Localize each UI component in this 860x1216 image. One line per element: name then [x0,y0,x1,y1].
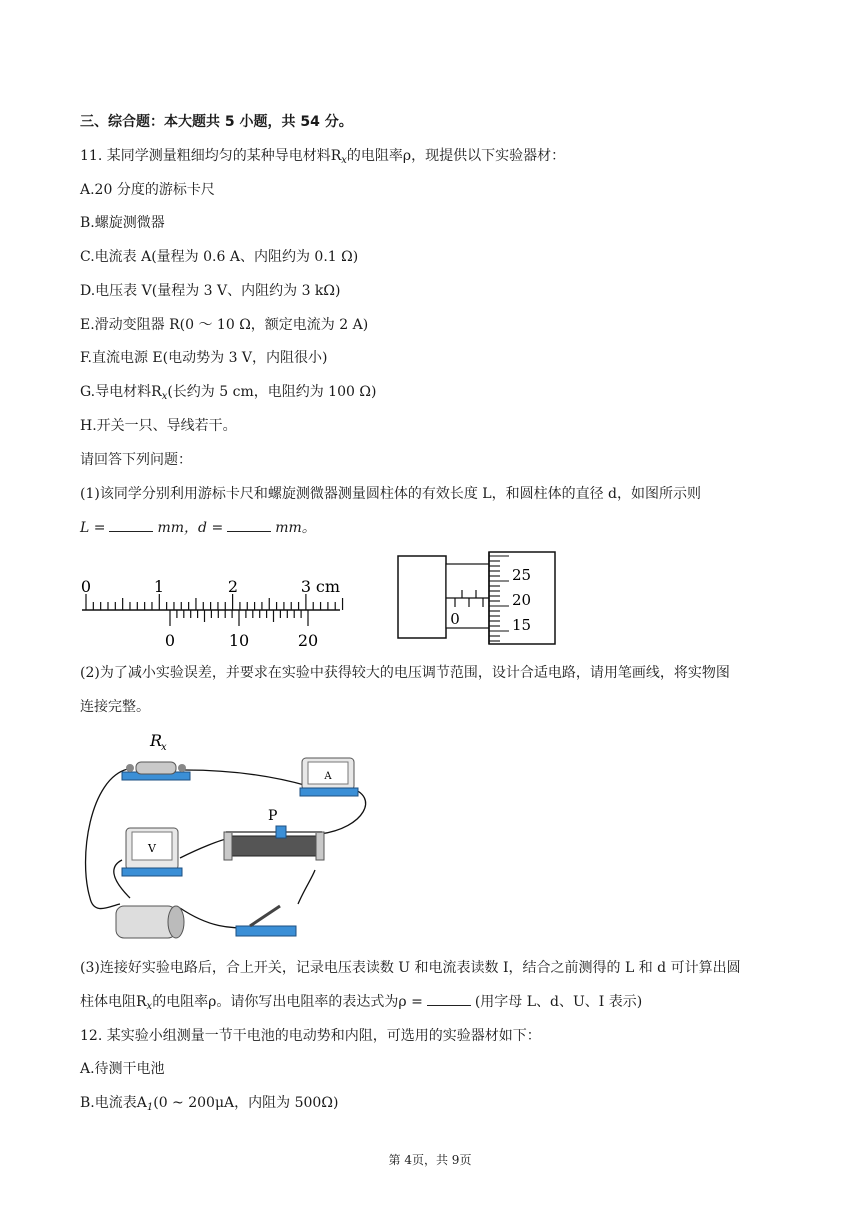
switch-icon [236,906,296,936]
part1-line2 [80,518,316,538]
option-b: B.螺旋测微器 [80,215,165,231]
q11-intro-tail: 的电阻率ρ，现提供以下实验器材： [346,148,566,164]
question-12-intro: 12. 某实验小组测量一节干电池的电动势和内阻，可选用的实验器材如下： [80,1028,541,1044]
part1-d-label: mm，d = [157,520,224,536]
micrometer-figure [396,550,560,646]
option-e: E.滑动变阻器 R(0 ～ 10 Ω，额定电流为 2 A) [80,317,369,333]
part1-line1: (1)该同学分别利用游标卡尺和螺旋测微器测量圆柱体的有效长度 L，和圆柱体的直径 d，如图所示则 [80,486,701,502]
caliper-main-label-1: 1 [153,577,165,596]
rx-resistor [122,762,190,780]
option-g-sub: x [161,391,168,402]
option-h: H.开关一只、导线若干。 [80,418,237,434]
part3-line1: (3)连接好实验电路后，合上开关，记录电压表读数 U 和电流表读数 I，结合之前测得的 L 和 d 可计算出圆 [80,960,741,976]
section-header: 三、综合题：本大题共 5 小题，共 54 分。 [80,114,353,130]
option-g-tail: (长约为 5 cm，电阻约为 100 Ω) [167,384,377,400]
caliper-unit: cm [315,577,341,596]
option-g-head: G.导电材料R [80,384,162,400]
q12-option-b [80,1093,338,1118]
vernier-caliper-figure [78,572,348,652]
circuit-figure [80,728,380,944]
voltmeter-label: V [148,842,156,855]
option-f: F.直流电源 E(电动势为 3 V，内阻很小) [80,350,328,366]
option-c: C.电流表 A(量程为 0.6 A、内阻约为 0.1 Ω) [80,249,359,265]
caliper-vernier-label-20: 20 [297,631,319,650]
part3-line2 [80,992,642,1017]
page-footer: 第 4页，共 9页 [388,1153,472,1167]
answer-blank-rho[interactable] [427,993,471,1006]
micrometer-label-25: 25 [512,566,532,584]
rheostat-icon [224,826,324,860]
part1-L-label: L = [80,520,106,536]
caliper-main-label-2: 2 [227,577,239,596]
ammeter-label: A [324,771,332,782]
answer-blank-d[interactable] [227,519,271,532]
caliper-main-label-3: 3 [300,577,312,596]
part3-tail: 的电阻率ρ。请你写出电阻率的表达式为ρ = [152,994,423,1010]
part3-sub: x [146,1001,153,1012]
slider-label: P [268,808,278,824]
option-a: A.20 分度的游标卡尺 [80,182,215,198]
part3-end: (用字母 L、d、U、I 表示) [474,994,643,1010]
q12-b-tail: (0 ~ 200μA，内阻为 500Ω) [153,1095,339,1111]
rx-label-sub: x [161,742,167,753]
q12-option-a: A.待测干电池 [80,1061,165,1077]
option-g [80,382,376,407]
prompt: 请回答下列问题： [80,452,192,468]
question-11-intro [80,146,565,171]
q11-intro-sub: x [341,155,347,166]
caliper-vernier-label-0: 0 [164,631,176,650]
q12-b-sub: 1 [146,1102,154,1113]
part2-line1: (2)为了减小实验误差，并要求在实验中获得较大的电压调节范围，设计合适电路，请用笔画线，将实物图 [80,665,730,681]
caliper-vernier-label-10: 10 [228,631,250,650]
part2-line2: 连接完整。 [80,699,150,715]
q12-b-head: B.电流表A [80,1095,147,1111]
micrometer-label-20: 20 [512,591,532,609]
part1-end: mm。 [275,520,316,536]
micrometer-label-15: 15 [512,616,532,634]
rx-label: R [150,731,163,750]
caliper-main-label-0: 0 [80,577,92,596]
option-d: D.电压表 V(量程为 3 V、内阻约为 3 kΩ) [80,283,341,299]
part3-head: 柱体电阻R [80,994,147,1010]
micrometer-zero-label: 0 [450,610,460,628]
answer-blank-L[interactable] [109,519,153,532]
battery-icon [116,906,184,938]
q11-intro-text: 11. 某同学测量粗细均匀的某种导电材料R [80,148,342,164]
